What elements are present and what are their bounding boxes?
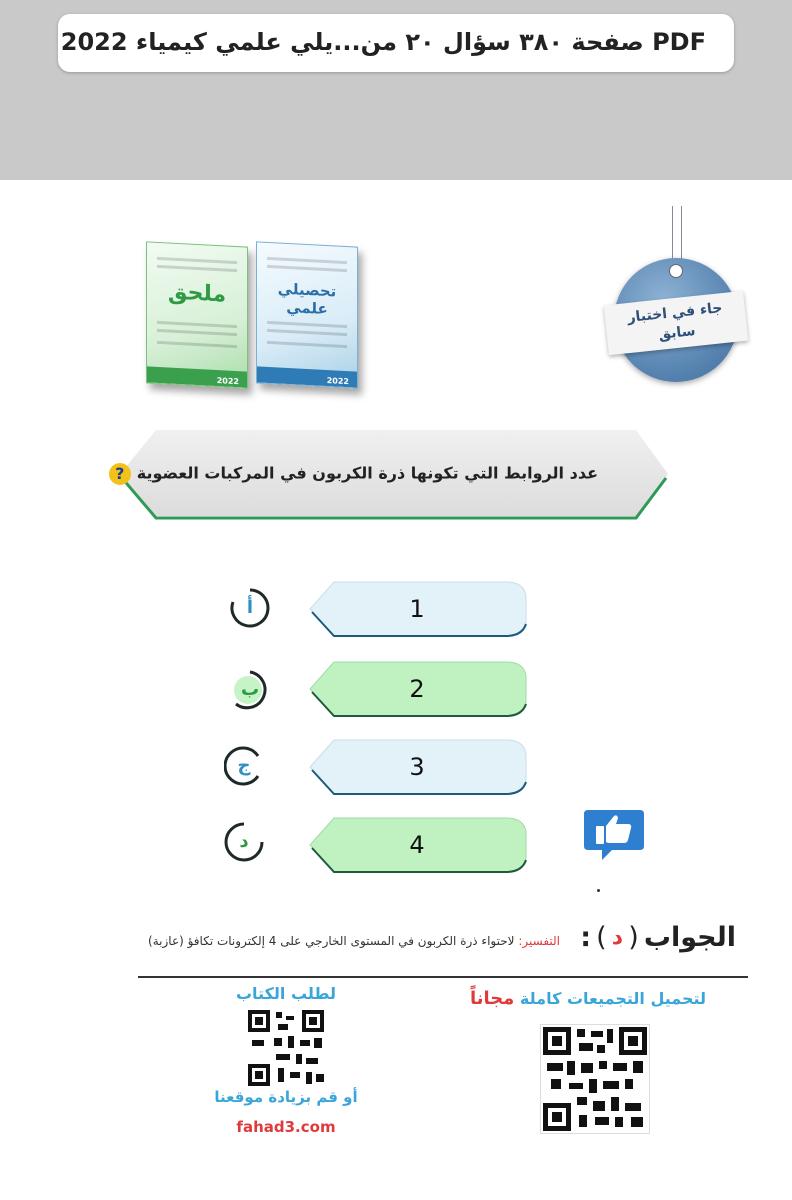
option-c[interactable] bbox=[306, 738, 528, 796]
option-b-label[interactable]: ب bbox=[230, 670, 270, 710]
book-title: تحصيلي علمي bbox=[277, 279, 337, 319]
book-year: 2022 bbox=[326, 376, 349, 387]
option-value: 4 bbox=[409, 831, 425, 859]
question-mark-icon: ? bbox=[109, 463, 131, 485]
option-b[interactable] bbox=[306, 660, 528, 718]
previous-exam-tag bbox=[606, 206, 746, 376]
option-a-label[interactable]: أ bbox=[230, 588, 270, 628]
tag-line-2: سابق bbox=[657, 323, 697, 343]
explanation bbox=[150, 934, 560, 948]
tag-line-1: جاء في اختبار bbox=[626, 300, 724, 326]
option-d[interactable] bbox=[306, 816, 528, 874]
option-d-label[interactable]: د bbox=[224, 822, 264, 862]
answer-line: الجواب ( د ) : bbox=[580, 922, 736, 953]
divider bbox=[138, 976, 748, 978]
site-link[interactable]: fahad3.com bbox=[236, 1118, 336, 1136]
book-title: ملحق bbox=[167, 279, 227, 308]
answer-letter: د bbox=[611, 925, 624, 950]
option-c-label[interactable]: ج bbox=[224, 746, 264, 786]
question-text: عدد الروابط التي تكونها ذرة الكربون في المركبات العضوية? bbox=[109, 463, 598, 485]
page-title: PDF صفحة ٣٨٠ سؤال ٢٠ من...يلي علمي كيمياء 2022 bbox=[60, 28, 706, 56]
free-label: مجاناً bbox=[469, 988, 515, 1009]
book-cover-tahsili bbox=[256, 241, 358, 388]
option-a[interactable] bbox=[306, 580, 528, 638]
option-value: 1 bbox=[409, 595, 425, 623]
title-box bbox=[58, 14, 734, 72]
option-value: 2 bbox=[409, 675, 425, 703]
book-year: 2022 bbox=[216, 376, 239, 387]
answer-label: الجواب bbox=[643, 922, 736, 953]
qr-code-icon[interactable] bbox=[248, 1010, 324, 1086]
visit-site-text: أو قم بزيادة موقعنا bbox=[214, 1088, 358, 1106]
explanation-text: لاحتواء ذرة الكربون في المستوى الخارجي على 4 إلكترونات تكافؤ (عازبة) bbox=[148, 934, 515, 948]
thumbs-up-icon bbox=[582, 806, 646, 862]
download-text[interactable]: لتحميل التجميعات كاملة مجاناً bbox=[469, 988, 707, 1009]
qr-code-icon[interactable] bbox=[540, 1024, 650, 1134]
dot bbox=[597, 889, 600, 892]
explanation-label: التفسير: bbox=[518, 934, 560, 948]
order-book-text[interactable]: لطلب الكتاب bbox=[235, 984, 337, 1003]
book-cover-mulhaq bbox=[146, 241, 248, 388]
option-value: 3 bbox=[409, 753, 425, 781]
question-box bbox=[115, 428, 670, 520]
